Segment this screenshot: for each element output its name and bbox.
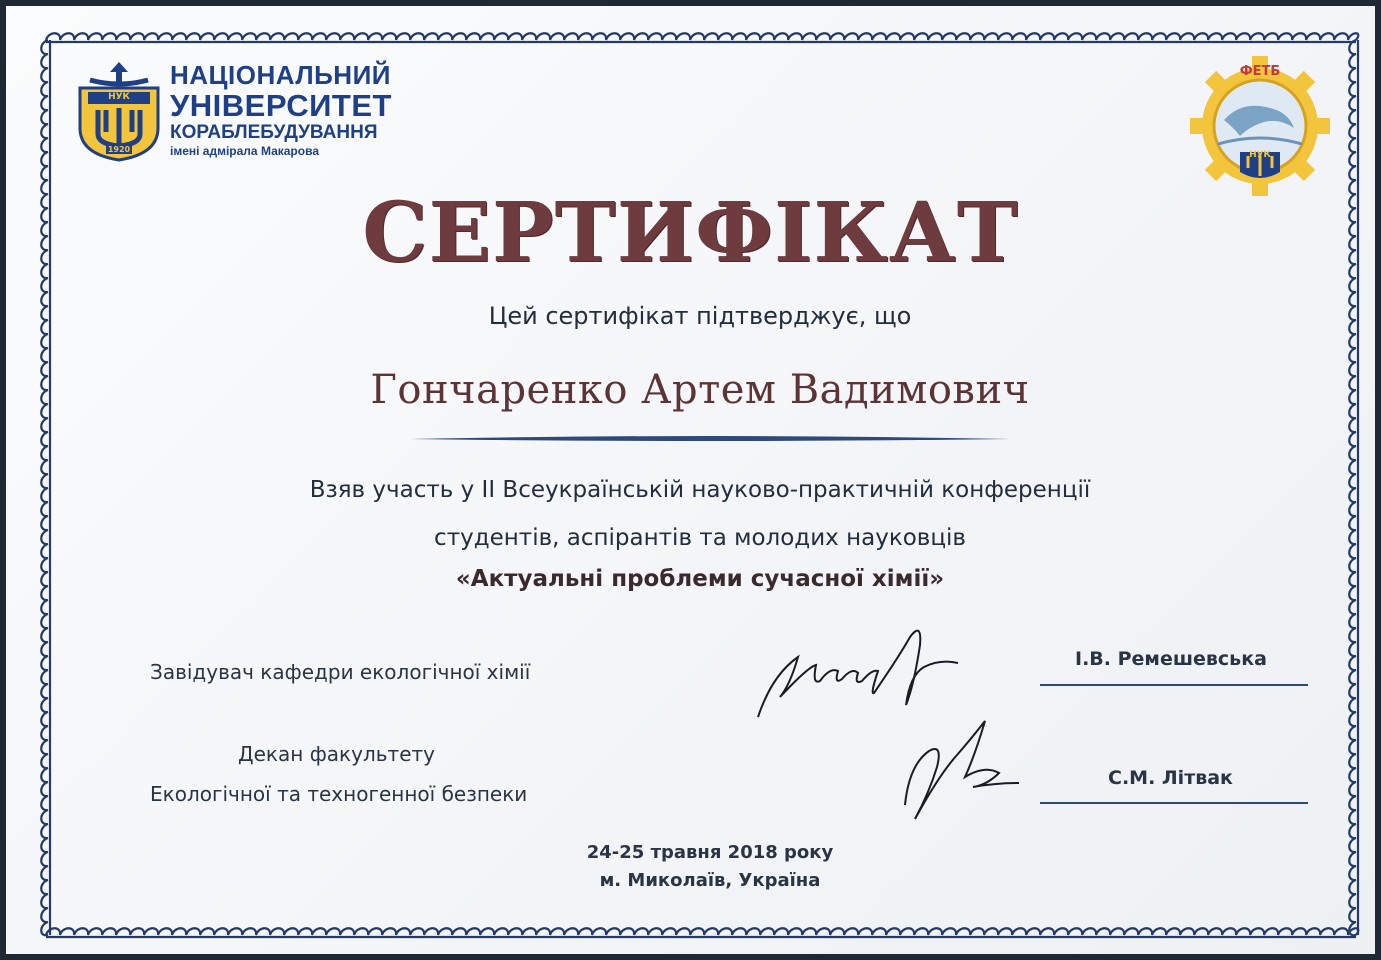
certificate-title: СЕРТИФІКАТ [362,185,1019,281]
signature2-graphic [895,715,1025,830]
participation-line2: студентів, аспірантів та молодих науковців [434,525,966,551]
name-underline [410,433,1010,445]
signatory2-line [1040,802,1308,804]
emblem-year: 1920 [107,145,131,154]
emblem-abbreviation: НУК [108,92,130,102]
signatory2-role-line1: Декан факультету [238,742,435,766]
university-name [170,60,470,159]
signature1-graphic [750,615,965,725]
university-name-line2: УНІВЕРСИТЕТ [170,88,392,123]
university-name-line1: НАЦІОНАЛЬНИЙ [170,60,391,90]
signatory1-line [1040,684,1308,686]
certificate-subtitle: Цей сертифікат підтверджує, що [488,302,912,330]
university-name-line4: імені адмірала Макарова [170,144,319,158]
participation-line1: Взяв участь у ІІ Всеукраїнській науково-практичній конференції [309,477,1091,503]
recipient-name: Гончаренко Артем Вадимович [370,367,1030,413]
signatory2-name: С.М. Літвак [1108,767,1233,789]
faculty-abbreviation: ФЕТБ [1239,64,1281,79]
event-date: 24-25 травня 2018 року [586,842,834,863]
university-name-line3: КОРАБЛЕБУДУВАННЯ [170,122,378,143]
signatory1-name: І.В. Ремешевська [1075,648,1267,670]
conference-name: «Актуальні проблеми сучасної хімії» [455,566,945,592]
faculty-emblem-text: НУК [1249,150,1271,160]
signatory2-role-line2: Екологічної та техногенної безпеки [150,782,528,806]
signatory1-role: Завідувач кафедри екологічної хімії [150,660,531,684]
event-place: м. Миколаїв, Україна [599,870,821,891]
